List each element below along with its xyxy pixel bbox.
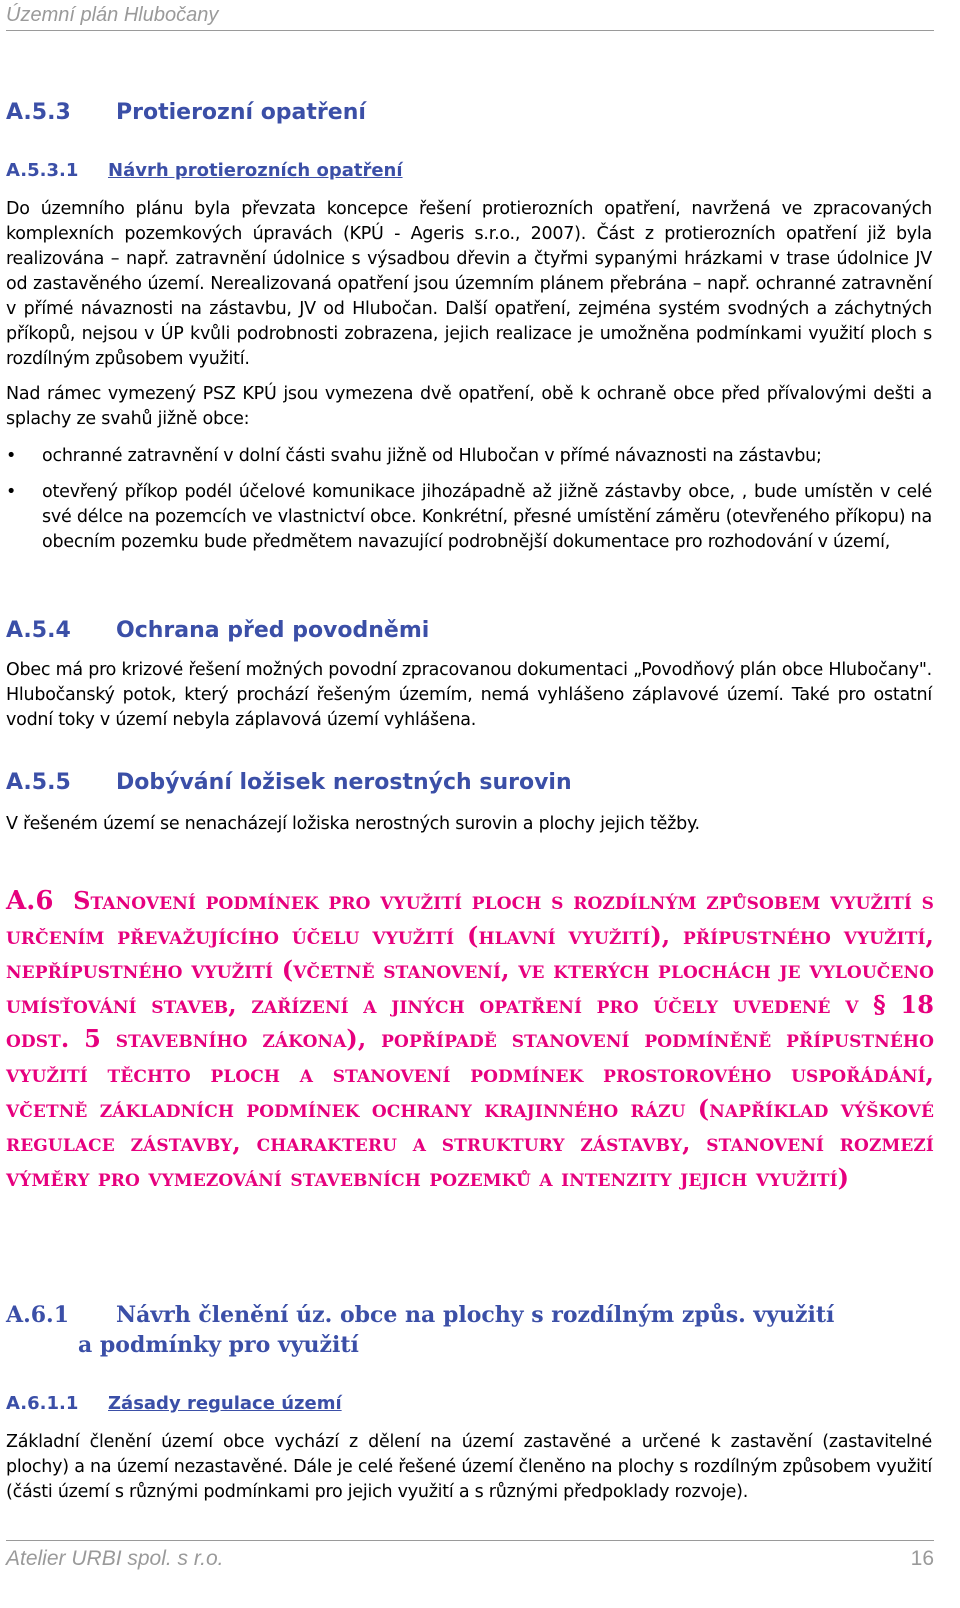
section-number: A.5.3.1: [6, 160, 79, 181]
list-item-text: otevřený příkop podél účelové komunikace jihozápadně až jižně zástavby obce, , bude umístěn v celé své délce na pozemcích ve vlastnictví obce. Konkrétní, přesné umístění záměru (otevřeného příkopu) na obecním pozemku bude předmětem navazující podrobnější dokumentace pro rozhodování v území,: [42, 482, 932, 552]
list-item: [6, 444, 932, 469]
paragraph-povodne: Obec má pro krizové řešení možných povodní zpracovanou dokumentaci „Povodňový plán obce Hlubočany". Hlubočanský potok, který prochází řešeným územím, nemá vyhlášeno záplavové území. Také pro ostatní vodní toky v území nebyla záplavová území vyhlášena.: [6, 660, 932, 730]
section-title-line2: a podmínky pro využití: [78, 1332, 359, 1358]
list-item: [6, 480, 932, 555]
section-number: A.6.1.1: [6, 1393, 79, 1414]
chapter-title: A.6 Stanovení podmínek pro využití ploch s rozdílným způsobem využití s určením převažujícího účelu využití (hlavní využití), přípustného využití, nepřípustného využití (včetně stanovení, ve kterých plochách je vyloučeno umísťování staveb, zařízení a jiných opatření pro účely uvedené v § 18 odst. 5 stavebního zákona), popřípadě stanovení podmíněně přípustného využití těchto ploch a stanovení podmínek prostorového uspořádání, včetně základních podmínek ochrany krajinného rázu (například výškové regulace zástavby, charakteru a struktury zástavby, stanovení rozmezí výměry pro vymezování stavebních pozemků a intenzity jejich využití): [6, 886, 934, 1192]
list-item-text: ochranné zatravnění v dolní části svahu jižně od Hlubočan v přímé návaznosti na zástavbu;: [42, 446, 822, 466]
page-header: [6, 4, 934, 31]
bullet-icon: •: [6, 446, 17, 466]
section-title: Ochrana před povodněmi: [116, 618, 430, 643]
paragraph-protierozni: Do územního plánu byla převzata koncepce řešení protierozních opatření, navržená ve zpracovaných komplexních pozemkových úpravách (KPÚ - Ageris s.r.o., 2007). Část z protierozních opatření již byla realizována – např. zatravnění údolnice s výsadbou dřevin a čtyřmi sypanými hrázkami v trase údolnice JV od zastavěného území. Nerealizovaná opatření jsou územním plánem přebrána – např. ochranné zatravnění v přímé návaznosti na zástavbu, JV od Hlubočan. Další opatření, zejména systém svodných a záchytných příkopů, nejsou v ÚP kvůli podrobnosti zobrazena, jejich realizace je umožněna podmínkami využití ploch s rozdílným způsobem využití.: [6, 199, 932, 369]
section-title: Návrh členění úz. obce na plochy s rozdílným způs. využití: [116, 1302, 835, 1328]
heading-a611: [6, 1393, 342, 1414]
heading-a54: [6, 618, 429, 643]
section-title: Dobývání ložisek nerostných surovin: [116, 770, 572, 795]
section-number: A.5.5: [6, 770, 71, 795]
bullet-icon: •: [6, 482, 17, 502]
paragraph-nad-ramec: Nad rámec vymezený PSZ KPÚ jsou vymezena dvě opatření, obě k ochraně obce před přívalovými dešti a splachy ze svahů jižně obce:: [6, 384, 932, 429]
section-title: Protierozní opatření: [116, 100, 366, 125]
section-number: A.6.1: [6, 1302, 70, 1328]
page-footer: [6, 1540, 934, 1571]
section-number: A.5.4: [6, 618, 71, 643]
page-number: 16: [910, 1547, 934, 1570]
section-title: Zásady regulace území: [108, 1393, 342, 1414]
paragraph-zasady: Základní členění území obce vychází z dělení na území zastavěné a určené k zastavění (zastavitelné plochy) a na území nezastavěné. Dále je celé řešené území členěno na plochy s rozdílným způsobem využití (části území s různými podmínkami pro jejich využití a s různými předpoklady rozvoje).: [6, 1432, 932, 1502]
document-title: Územní plán Hlubočany: [6, 4, 219, 26]
section-number: A.5.3: [6, 100, 71, 125]
company-name: Atelier URBI spol. s r.o.: [6, 1547, 224, 1570]
heading-a61: [6, 1300, 932, 1360]
heading-a55: [6, 770, 572, 795]
paragraph-loziska: V řešeném území se nenacházejí ložiska nerostných surovin a plochy jejich těžby.: [6, 814, 700, 834]
chapter-number: A.6: [6, 886, 54, 916]
heading-a53: [6, 100, 366, 125]
heading-a531: [6, 160, 403, 181]
heading-a6: [6, 884, 934, 1195]
section-title: Návrh protierozních opatření: [108, 160, 403, 181]
